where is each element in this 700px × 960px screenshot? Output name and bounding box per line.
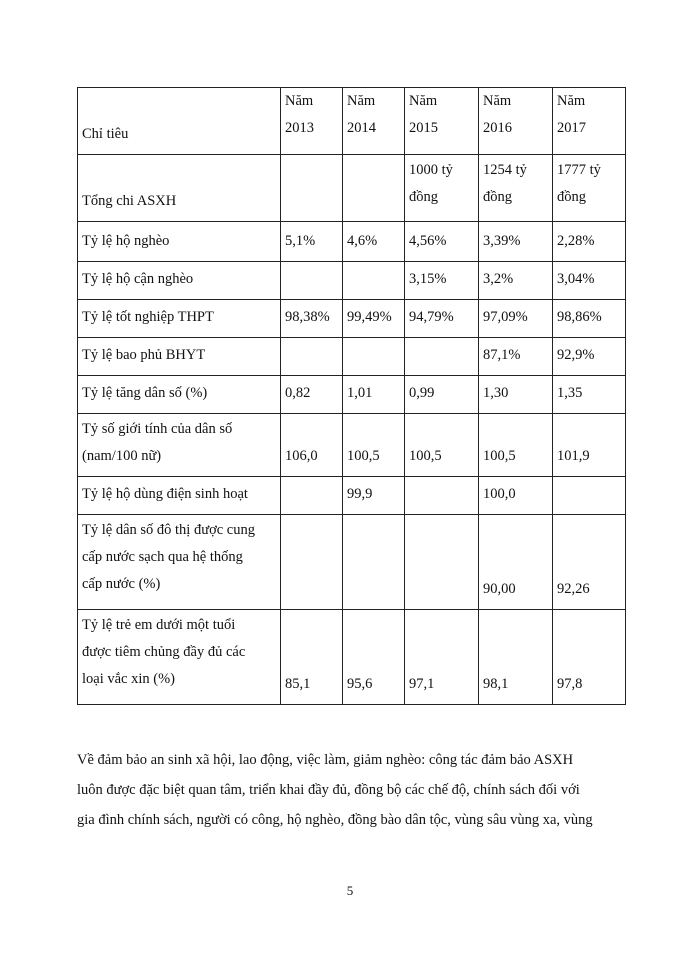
- cell-text: 0,99: [409, 385, 435, 401]
- value-cell: [479, 610, 553, 705]
- cell-text: 3,39%: [483, 233, 521, 249]
- cell-text: 0,82: [285, 385, 311, 401]
- cell-text: [557, 481, 621, 508]
- cell-text: 98,1: [483, 676, 509, 692]
- statistics-table: [77, 87, 626, 705]
- cell-text: 2013: [285, 120, 314, 136]
- cell-text: 2017: [557, 120, 586, 136]
- header-year-cell: [479, 88, 553, 155]
- row-label-cell: [78, 155, 281, 222]
- cell-text: 4,6%: [347, 233, 378, 249]
- cell-text: đồng: [409, 189, 438, 205]
- cell-text: 97,8: [557, 676, 583, 692]
- cell-text: (nam/100 nữ): [82, 448, 162, 464]
- value-cell: [281, 338, 343, 376]
- header-label-cell: [78, 88, 281, 155]
- value-cell: [553, 338, 626, 376]
- cell-text: được tiêm chủng đầy đủ các: [82, 644, 246, 660]
- value-cell: [553, 155, 626, 222]
- body-paragraph: [77, 745, 625, 835]
- table-row: [78, 262, 626, 300]
- table-row: [78, 610, 626, 705]
- page-number: 5: [346, 883, 354, 898]
- table-row: [78, 477, 626, 515]
- value-cell: [281, 477, 343, 515]
- header-year-cell: [281, 88, 343, 155]
- value-cell: [553, 300, 626, 338]
- paragraph-line: luôn được đặc biệt quan tâm, triển khai đầy đủ, đồng bộ các chế độ, chính sách đối với: [77, 782, 580, 798]
- row-label-cell: [78, 414, 281, 477]
- header-year-cell: [405, 88, 479, 155]
- cell-text: [285, 188, 338, 215]
- cell-text: 98,38%: [285, 309, 330, 325]
- cell-text: 2015: [409, 120, 438, 136]
- cell-text: Năm: [483, 93, 512, 109]
- cell-text: cấp nước sạch qua hệ thống: [82, 549, 243, 565]
- value-cell: [281, 300, 343, 338]
- value-cell: [405, 376, 479, 414]
- cell-text: [347, 342, 400, 369]
- value-cell: [281, 222, 343, 262]
- row-label-cell: [78, 222, 281, 262]
- value-cell: [281, 610, 343, 705]
- value-cell: [553, 515, 626, 610]
- row-label-cell: [78, 376, 281, 414]
- value-cell: [405, 262, 479, 300]
- value-cell: [405, 155, 479, 222]
- cell-text: 101,9: [557, 448, 590, 464]
- cell-text: Năm: [285, 93, 314, 109]
- value-cell: [479, 222, 553, 262]
- cell-text: 92,9%: [557, 347, 595, 363]
- cell-text: 4,56%: [409, 233, 447, 249]
- value-cell: [405, 610, 479, 705]
- cell-text: Tỷ lệ bao phủ BHYT: [82, 347, 206, 363]
- cell-text: [347, 188, 400, 215]
- value-cell: [343, 155, 405, 222]
- row-label-cell: [78, 515, 281, 610]
- cell-text: 1000 tỷ: [409, 162, 453, 178]
- cell-text: cấp nước (%): [82, 576, 161, 592]
- cell-text: Tỷ lệ tăng dân số (%): [82, 385, 208, 401]
- cell-text: Năm: [347, 93, 376, 109]
- cell-text: 1777 tỷ: [557, 162, 601, 178]
- paragraph-line: Về đảm bảo an sinh xã hội, lao động, việc làm, giảm nghèo: công tác đảm bảo ASXH: [77, 752, 574, 768]
- value-cell: [343, 222, 405, 262]
- value-cell: [479, 477, 553, 515]
- table-row: [78, 300, 626, 338]
- table-row: [78, 515, 626, 610]
- table-row: [78, 338, 626, 376]
- table-row: [78, 222, 626, 262]
- value-cell: [281, 515, 343, 610]
- value-cell: [281, 262, 343, 300]
- cell-text: 106,0: [285, 448, 318, 464]
- cell-text: 3,04%: [557, 271, 595, 287]
- value-cell: [281, 155, 343, 222]
- cell-text: đồng: [483, 189, 512, 205]
- value-cell: [343, 610, 405, 705]
- value-cell: [343, 515, 405, 610]
- cell-text: 2016: [483, 120, 512, 136]
- value-cell: [405, 338, 479, 376]
- value-cell: [553, 610, 626, 705]
- value-cell: [343, 262, 405, 300]
- value-cell: [553, 414, 626, 477]
- cell-text: Năm: [557, 93, 586, 109]
- value-cell: [281, 376, 343, 414]
- row-label-cell: [78, 300, 281, 338]
- cell-text: đồng: [557, 189, 586, 205]
- cell-text: Tỷ lệ hộ dùng điện sinh hoạt: [82, 486, 248, 502]
- value-cell: [479, 515, 553, 610]
- header-label: Chỉ tiêu: [82, 126, 129, 142]
- cell-text: [347, 266, 400, 293]
- header-year-cell: [343, 88, 405, 155]
- cell-text: 97,09%: [483, 309, 528, 325]
- cell-text: 1,01: [347, 385, 373, 401]
- cell-text: 97,1: [409, 676, 435, 692]
- value-cell: [479, 262, 553, 300]
- cell-text: loại vắc xin (%): [82, 671, 176, 687]
- value-cell: [343, 376, 405, 414]
- cell-text: Tỷ lệ hộ cận nghèo: [82, 271, 194, 287]
- row-label-cell: [78, 477, 281, 515]
- value-cell: [405, 477, 479, 515]
- cell-text: 98,86%: [557, 309, 602, 325]
- value-cell: [343, 300, 405, 338]
- table-header-row: [78, 88, 626, 155]
- cell-text: Tỷ lệ trẻ em dưới một tuổi: [82, 617, 236, 633]
- table-row: [78, 376, 626, 414]
- cell-text: 87,1%: [483, 347, 521, 363]
- value-cell: [281, 414, 343, 477]
- cell-text: [285, 576, 338, 603]
- cell-text: Tỷ lệ tốt nghiệp THPT: [82, 309, 214, 325]
- value-cell: [479, 376, 553, 414]
- value-cell: [479, 338, 553, 376]
- cell-text: Tỷ lệ hộ nghèo: [82, 233, 170, 249]
- value-cell: [553, 222, 626, 262]
- cell-text: [285, 342, 338, 369]
- paragraph-line: gia đình chính sách, người có công, hộ nghèo, đồng bào dân tộc, vùng sâu vùng xa, vùng: [77, 812, 593, 828]
- cell-text: Năm: [409, 93, 438, 109]
- table-row: [78, 414, 626, 477]
- value-cell: [405, 515, 479, 610]
- value-cell: [479, 155, 553, 222]
- cell-text: 92,26: [557, 581, 590, 597]
- value-cell: [405, 300, 479, 338]
- cell-text: 2,28%: [557, 233, 595, 249]
- header-year-cell: [553, 88, 626, 155]
- value-cell: [343, 338, 405, 376]
- value-cell: [553, 477, 626, 515]
- cell-text: 5,1%: [285, 233, 316, 249]
- cell-text: [409, 481, 474, 508]
- value-cell: [479, 414, 553, 477]
- value-cell: [405, 222, 479, 262]
- cell-text: 1254 tỷ: [483, 162, 527, 178]
- cell-text: [409, 342, 474, 369]
- row-label-cell: [78, 610, 281, 705]
- cell-text: [285, 481, 338, 508]
- row-label-cell: [78, 262, 281, 300]
- cell-text: Tổng chi ASXH: [82, 193, 177, 209]
- cell-text: 2014: [347, 120, 376, 136]
- cell-text: [409, 576, 474, 603]
- value-cell: [479, 300, 553, 338]
- cell-text: 100,0: [483, 486, 516, 502]
- value-cell: [553, 262, 626, 300]
- cell-text: 85,1: [285, 676, 311, 692]
- value-cell: [553, 376, 626, 414]
- cell-text: 100,5: [483, 448, 516, 464]
- value-cell: [343, 414, 405, 477]
- cell-text: Tỷ lệ dân số đô thị được cung: [82, 522, 255, 538]
- cell-text: 99,49%: [347, 309, 392, 325]
- cell-text: 90,00: [483, 581, 516, 597]
- cell-text: [285, 266, 338, 293]
- value-cell: [405, 414, 479, 477]
- cell-text: 3,15%: [409, 271, 447, 287]
- cell-text: 99,9: [347, 486, 373, 502]
- cell-text: [347, 576, 400, 603]
- cell-text: 95,6: [347, 676, 373, 692]
- cell-text: 1,30: [483, 385, 509, 401]
- row-label-cell: [78, 338, 281, 376]
- cell-text: 94,79%: [409, 309, 454, 325]
- value-cell: [343, 477, 405, 515]
- cell-text: 3,2%: [483, 271, 514, 287]
- cell-text: 1,35: [557, 385, 583, 401]
- cell-text: Tỷ số giới tính của dân số: [82, 421, 233, 437]
- cell-text: 100,5: [409, 448, 442, 464]
- cell-text: 100,5: [347, 448, 380, 464]
- table-row: [78, 155, 626, 222]
